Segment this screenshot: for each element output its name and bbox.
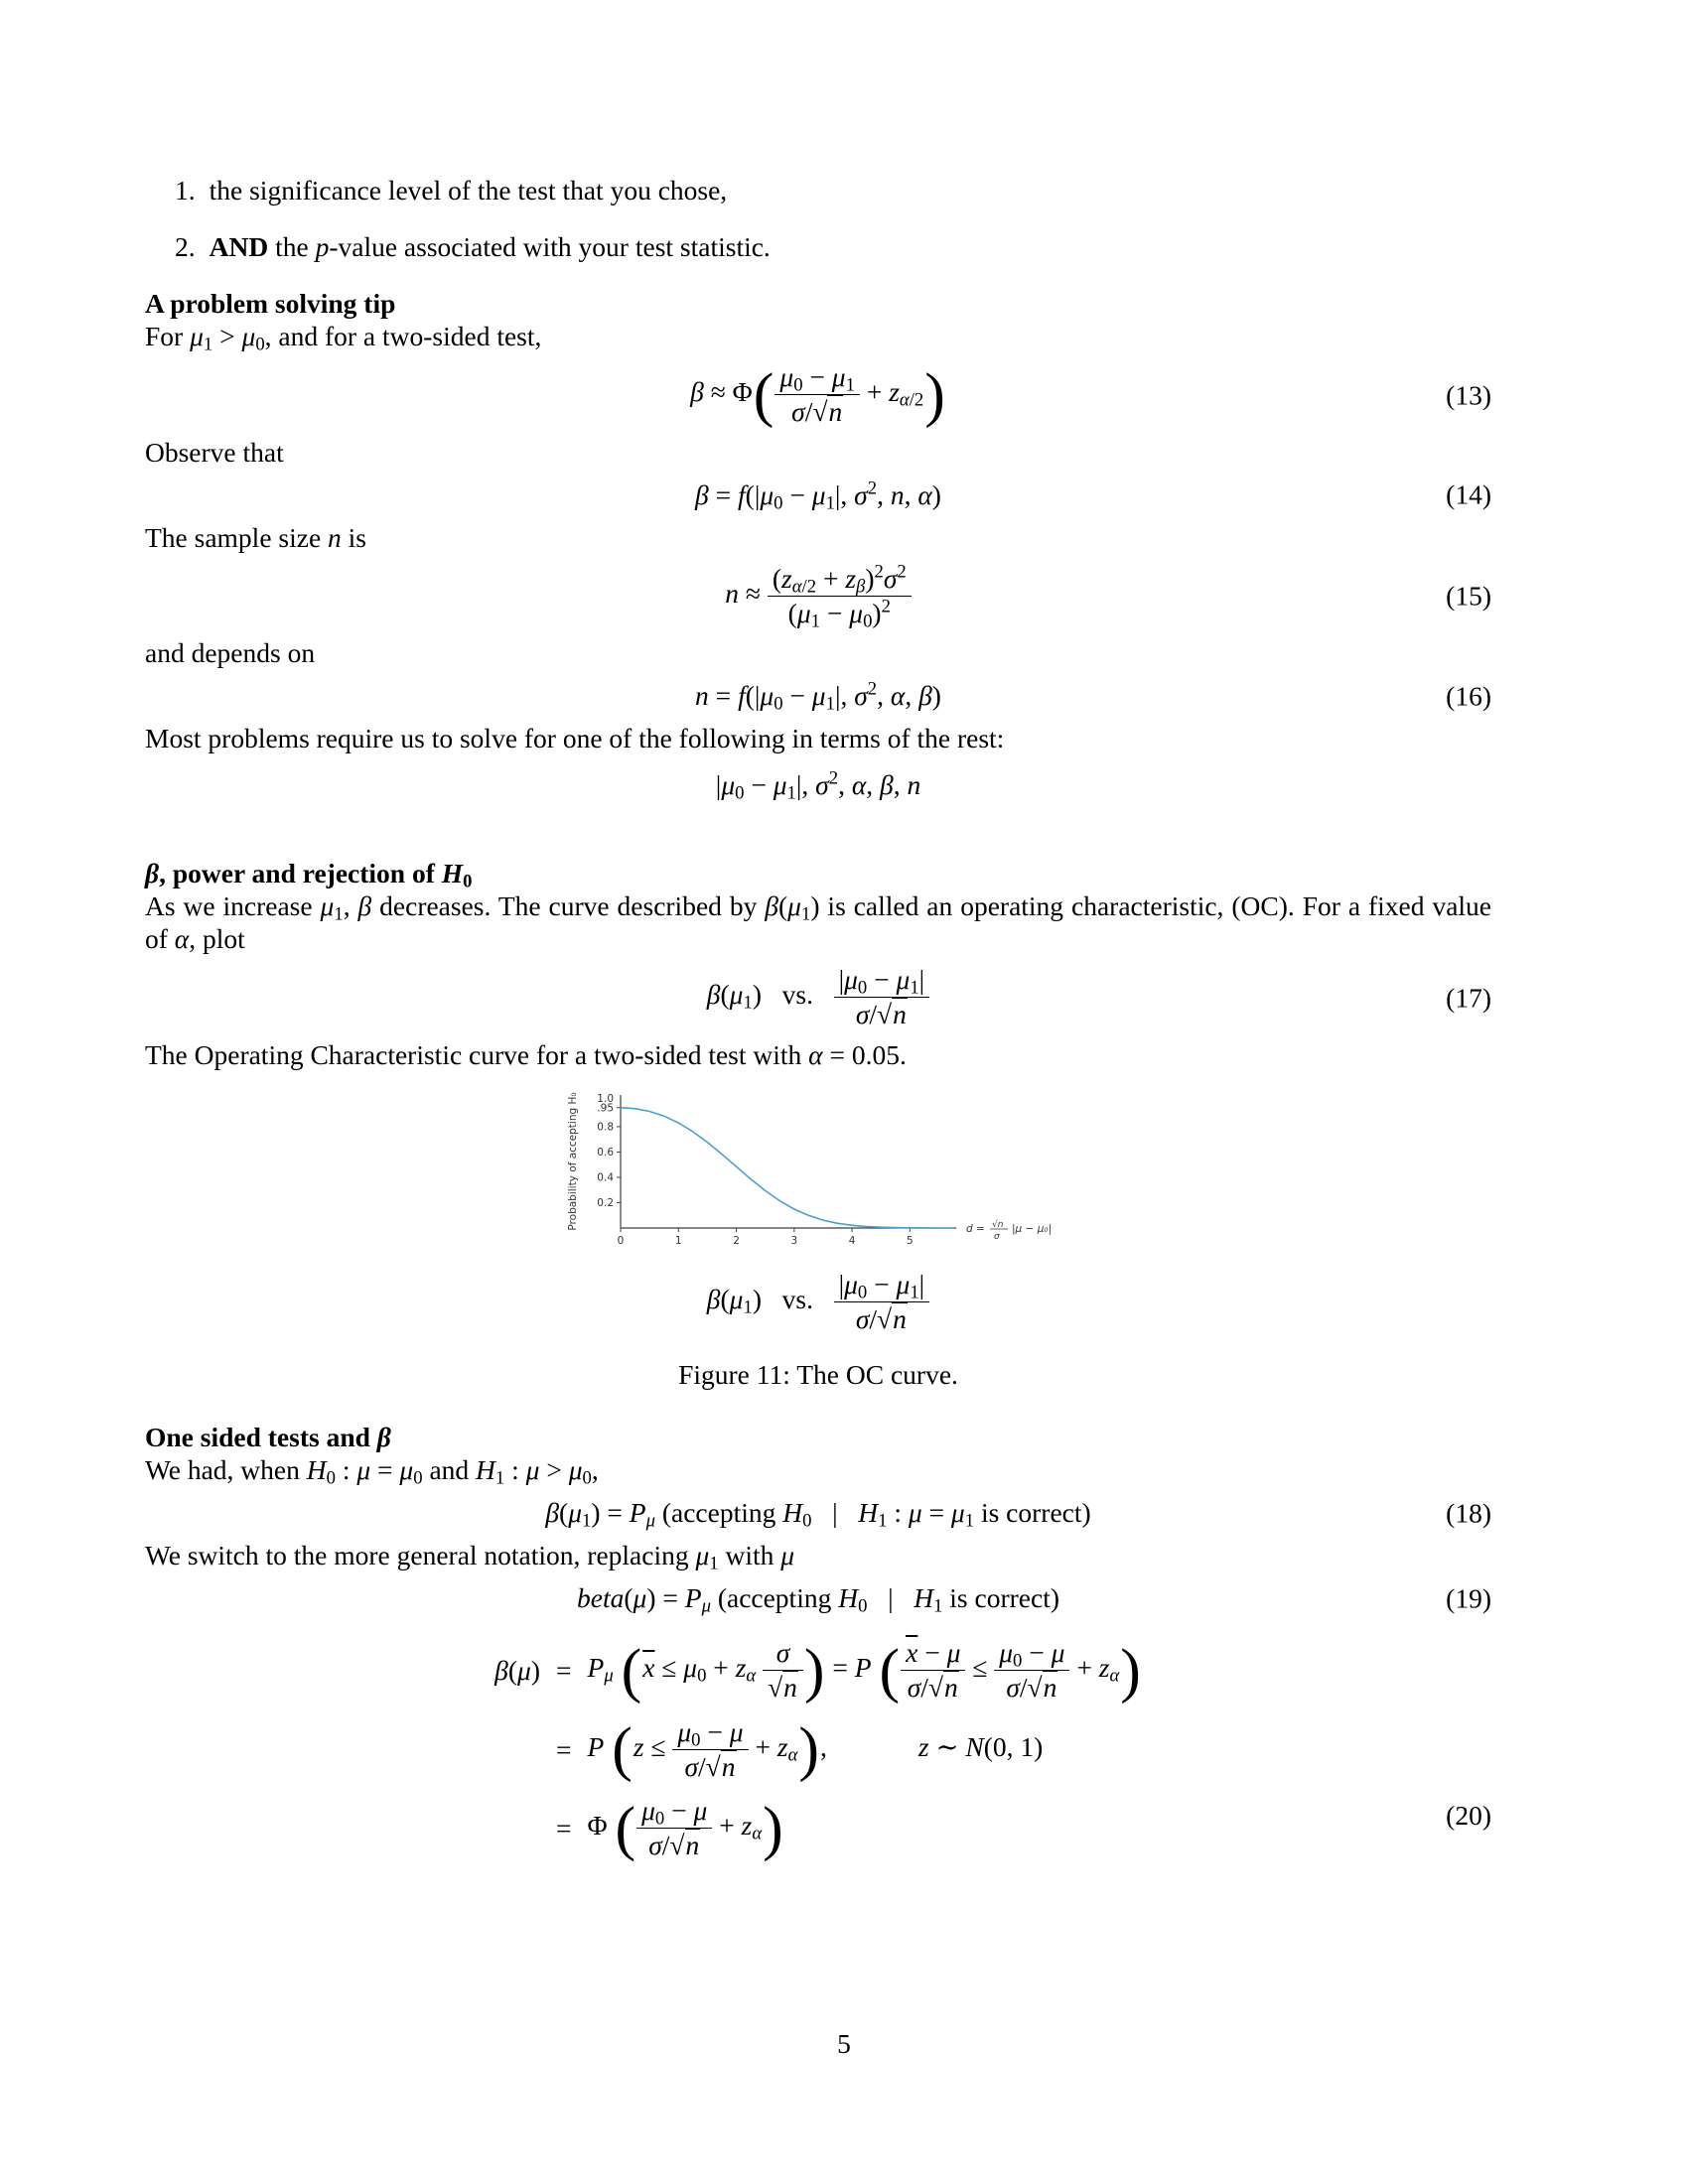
equation-number: (18)	[1446, 1497, 1491, 1528]
y-tick-label: 0.4	[596, 1170, 614, 1183]
equation-body: n ≈ $\frac{(z_{\alpha/2} + z_\beta)^2\sigma^2}{(\mu_1 - \mu_0)^2}$	[725, 578, 912, 609]
equation-15	[145, 561, 1491, 632]
section-heading-problem-solving-tip: A problem solving tip	[145, 288, 396, 319]
equation-body: beta(μ) = $P_\mu$ (accepting $H_0$ | $H_1$ is correct)	[576, 1582, 1059, 1617]
oc-curve	[621, 1107, 953, 1227]
x-tick-label: 2	[732, 1234, 740, 1247]
aligned-equations	[494, 1638, 1142, 1861]
paragraph-two-sided-intro: For $\mu_1 > \mu_0$, and for a two-sided test,	[145, 321, 542, 355]
oc-plot-svg	[563, 1083, 1074, 1257]
page-number: 5	[837, 2028, 851, 2059]
equation-18	[145, 1496, 1491, 1532]
y-tick-label: 0.6	[596, 1146, 614, 1159]
align-rhs: $P_\mu$ ($\overline{x} \le \mu_0 + z_\alpha$ $\frac{\sigma}{√n}$ ) = P ( $\frac{\overline{x} - \mu}{\sigma/√n}$ ≤ $\frac{\mu_0 - \mu}{\sigma/√n}$ + $z_\alpha$)	[587, 1636, 1141, 1705]
x-tick-label: 0	[617, 1234, 624, 1247]
paragraph-sample-size: The sample size n is	[145, 521, 366, 553]
x-tick-label: 4	[848, 1234, 855, 1247]
paragraph-oc-description: As we increase $\mu_1$, β decreases. The curve described by $\beta(\mu_1)$ is called an operating characteristic, (OC). For a fixed value of α, plot	[145, 890, 1492, 954]
equation-number: (17)	[1446, 982, 1491, 1014]
equation-number: (15)	[1446, 580, 1491, 612]
x-tick-label: 1	[674, 1234, 682, 1247]
equation-19	[145, 1581, 1491, 1617]
equation-16	[145, 678, 1491, 715]
equation-number: (19)	[1446, 1582, 1491, 1613]
equation-body: $\beta = f(|\mu_0 - \mu_1|$, $\sigma^2$, n, α)	[695, 478, 941, 514]
paragraph-one-sided-intro: We had, when $H_0$ : $\mu = \mu_0$ and $H_1$ : $\mu > \mu_0$,	[145, 1454, 599, 1489]
list-item-text: the significance level of the test that you chose,	[209, 175, 728, 205]
align-rhs: Φ ( $\frac{\mu_0 - \mu}{\sigma/√n}$ + $z_\alpha$)	[587, 1794, 783, 1862]
y-axis-label: Probability of accepting H₀	[566, 1091, 579, 1231]
equation-17	[145, 965, 1491, 1030]
equation-number: (14)	[1446, 478, 1491, 510]
x-axis-label-denominator: σ	[993, 1231, 1000, 1242]
equation-body: $|\mu_0 - \mu_1|$, $\sigma^2$, α, β, n	[715, 767, 921, 804]
oc-figure	[145, 1083, 1491, 1392]
figure-formula	[145, 1270, 1491, 1335]
y-tick-label: 0.8	[596, 1120, 614, 1133]
x-axis-label-suffix: |μ − μ₀|	[1011, 1222, 1052, 1235]
equation-13	[145, 362, 1491, 428]
x-tick-label: 5	[906, 1234, 914, 1247]
align-relation: =	[556, 1733, 572, 1765]
align-relation: =	[556, 1655, 572, 1687]
list-item-2	[175, 230, 1491, 263]
list-marker: 1.	[175, 175, 196, 205]
y-tick-label: 0.2	[596, 1196, 614, 1209]
y-top-tick-label: 1.0	[596, 1092, 614, 1105]
equation-number: (20)	[1446, 1799, 1491, 1831]
equation-body: $\beta(\mu_1)$ vs. $\frac{|\mu_0 - \mu_1|}{\sigma/√n}$	[707, 979, 929, 1010]
equation-20-block	[145, 1638, 1491, 1861]
list-item-1	[175, 174, 1491, 206]
list-marker: 2.	[175, 231, 196, 262]
list-item-text: AND the p-value associated with your test statistic.	[209, 231, 771, 262]
x-axis-label-numerator: √n	[991, 1219, 1003, 1230]
align-relation: =	[556, 1813, 572, 1844]
equation-number: (16)	[1446, 680, 1491, 711]
x-tick-label: 3	[789, 1234, 797, 1247]
section-heading-one-sided: One sided tests and β	[145, 1422, 391, 1452]
paragraph-depends: and depends on	[145, 637, 316, 668]
align-rhs: P (z ≤ $\frac{\mu_0 - \mu}{\sigma/√n}$ + $z_\alpha$), z ∼ N(0, 1)	[587, 1715, 1044, 1784]
y-tick-label: .95	[596, 1101, 614, 1114]
equation-body: $\beta(\mu_1) = P_\mu$ (accepting $H_0$ | $H_1$ : $\mu = \mu_1$ is correct)	[545, 1497, 1091, 1532]
equation-body: $\beta(\mu_1)$ vs. $\frac{|\mu_0 - \mu_1|}{\sigma/√n}$	[707, 1284, 929, 1314]
equation-body: β ≈ Φ( $\frac{\mu_0 - \mu_1}{\sigma/√n}$ + $z_{\alpha/2}$)	[690, 360, 945, 429]
align-lhs: β(μ)	[494, 1655, 540, 1687]
paragraph-observe: Observe that	[145, 436, 284, 468]
paragraph-switch-notation: We switch to the more general notation, replacing $\mu_1$ with μ	[145, 1540, 795, 1574]
section-heading-beta-power: β, power and rejection of $H_0$	[145, 858, 473, 892]
paragraph-solve-line: Most problems require us to solve for one of the following in terms of the rest:	[145, 723, 1005, 753]
equation-number: (13)	[1446, 379, 1491, 411]
figure-caption: Figure 11: The OC curve.	[678, 1359, 958, 1390]
equation-body: $n = f(|\mu_0 - \mu_1|$, $\sigma^2$, α, β)	[695, 678, 941, 715]
display-parameter-set	[145, 767, 1491, 804]
equation-14	[145, 478, 1491, 514]
x-axis-label-prefix: d =	[965, 1222, 985, 1235]
paragraph-alpha-line: The Operating Characteristic curve for a two-sided test with α = 0.05.	[145, 1038, 907, 1070]
